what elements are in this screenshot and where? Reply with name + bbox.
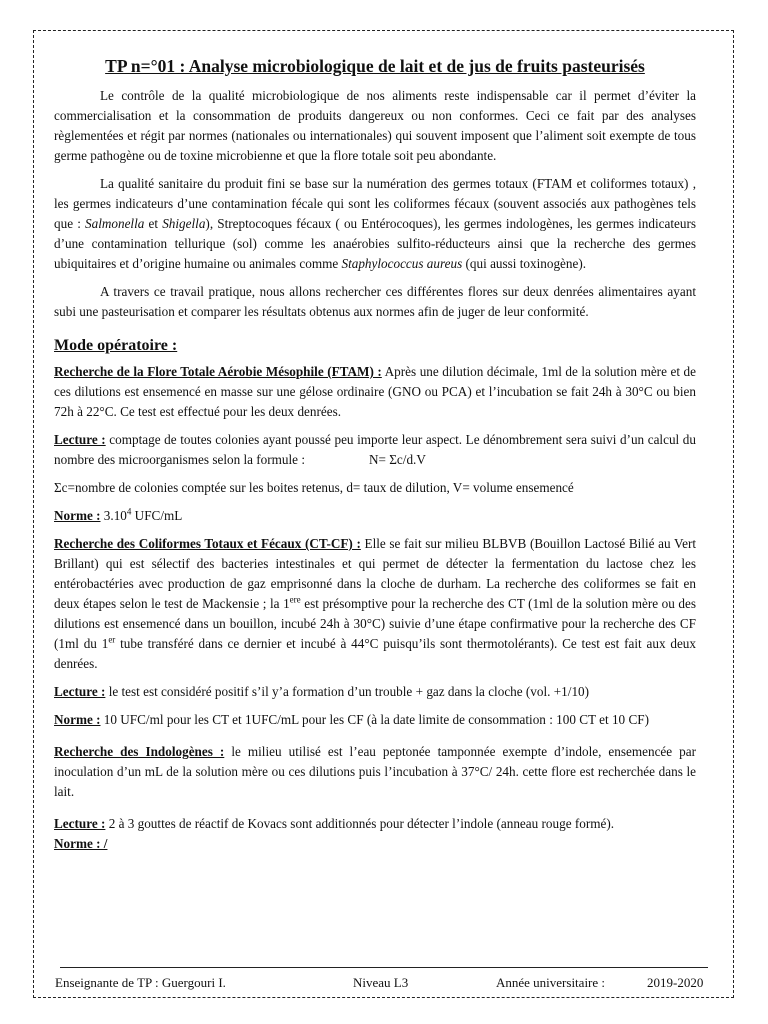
footer-level: Niveau L3: [353, 975, 409, 990]
ctcf-norme: [54, 710, 696, 730]
norme-text: /: [100, 836, 108, 851]
species-staphylococcus: Staphylococcus aureus: [341, 256, 463, 271]
ftam-definition: Ʃc=nombre de colonies comptée sur les boites retenus, d= taux de dilution, V= volume ensemencé: [54, 480, 574, 495]
text-run: et: [144, 216, 163, 231]
lecture-text: comptage de toutes colonies ayant poussé peu importe leur aspect. Le dénombrement sera suivi d’un calcul du nombre des microorganismes selon la formule :: [54, 432, 696, 467]
footer-year-label: Année universitaire :: [496, 975, 606, 990]
section-title-mode-operatoire: Mode opératoire :: [54, 337, 178, 354]
lecture-label: Lecture :: [54, 816, 106, 831]
intro-paragraph-3: A travers ce travail pratique, nous allons rechercher ces différentes flores sur deux denrées alimentaires ayant subi une pasteurisation et comparer les résultats obtenus aux normes afin de juger de leur conformité.: [54, 284, 696, 319]
text-run: tube transféré dans ce dernier et incubé à 44°C puisqu’ils sont thermotolérants). Ce test est fait aux deux denrées.: [54, 636, 696, 671]
footer-divider: [60, 967, 708, 968]
norme-unit: UFC/mL: [131, 508, 183, 523]
indol-paragraph: [54, 742, 696, 802]
ctcf-label: Recherche des Coliformes Totaux et Fécaux (CT-CF) :: [54, 536, 361, 551]
superscript: ere: [289, 594, 301, 605]
norme-exponent: 4: [126, 506, 132, 517]
lecture-text: le test est considéré positif s’il y’a formation d’un trouble + gaz dans la cloche (vol. +1/10): [105, 684, 590, 699]
text-run: La qualité sanitaire du produit fini se base sur la numération des germes totaux (FTAM et coliformes totaux) , les germes indicateurs d’une contamination fécale qui sont les coliformes fécaux (souvent associés aux pathogènes tels que :: [54, 176, 696, 231]
indol-lecture: [54, 814, 696, 834]
indol-norme: [54, 834, 696, 854]
text-run: est présomptive pour la recherche des CT (1ml de la solution mère ou des dilutions est ensemencé dans un bouillon, incubé 24h à 30°C) suivie d’une étape confirmative pour la recherche des CF (1ml du 1: [54, 596, 696, 651]
intro-paragraph-1: Le contrôle de la qualité microbiologique de nos aliments reste indispensable car il permet d’éviter la commercialisation et la consommation de produits dangereux ou non conformes. Ceci ce fait par des analyses règlementées et régit par normes (nationales ou internationales) qui souvent imposent que l’aliment soit exempte de tous germe pathogène ou de toxine microbienne et que la flore totale soit peu abondante.: [54, 88, 696, 163]
lecture-label: Lecture :: [54, 432, 106, 447]
text-run: ), Streptocoques fécaux ( ou Entérocoques), les germes indologènes, les germes indicateurs d’une contamination tellurique (sol) comme les anaérobies sulfito-réducteurs ainsi que la recherche des germes ubiquitaires et d’origine humaine ou animales comme: [54, 216, 696, 271]
norme-label: Norme :: [54, 508, 101, 523]
indol-text: le milieu utilisé est l’eau peptonée tamponnée exempte d’indole, ensemencée par inoculation d’un mL de la solution mère ou ces dilutions puis l’incubation à 37°C/ 24h. cette flore est recherchée dans le lait.: [54, 744, 696, 799]
species-salmonella: Salmonella: [85, 216, 145, 231]
intro-paragraph-2: [54, 174, 696, 274]
formula: N= Ʃc/d.V: [369, 452, 426, 467]
ftam-paragraph: [54, 362, 696, 422]
indol-label: Recherche des Indologènes :: [54, 744, 225, 759]
lecture-label: Lecture :: [54, 684, 106, 699]
ftam-label: Recherche de la Flore Totale Aérobie Mésophile (FTAM) :: [54, 364, 382, 379]
text-run: Elle se fait sur milieu BLBVB (Bouillon Lactosé Bilié au Vert Brillant) qui est sélectif des bacteries intestinales et qui permet de détecter la fermentation du lactose chez les entérobactéries avec production de gaz emprisonné dans la cloche de durham. La recherche des coliformes se fait en deux étapes selon le test de Mackensie ; la 1: [54, 536, 697, 611]
ctcf-paragraph: [54, 534, 696, 674]
text-run: (qui aussi toxinogène).: [462, 256, 587, 271]
page-title: TP n=°01 : Analyse microbiologique de lait et de jus de fruits pasteurisés: [105, 56, 645, 76]
norme-text: 10 UFC/ml pour les CT et 1UFC/mL pour les CF (à la date limite de consommation : 100 CT et 10 CF): [100, 712, 649, 727]
norme-label: Norme :: [54, 712, 101, 727]
lecture-text: 2 à 3 gouttes de réactif de Kovacs sont additionnés pour détecter l’indole (anneau rouge formé).: [105, 816, 615, 831]
norme-value: 3.10: [100, 508, 127, 523]
superscript: er: [108, 634, 116, 645]
norme-label: Norme :: [54, 836, 101, 851]
ctcf-lecture: [54, 682, 696, 702]
ftam-norme: [54, 506, 696, 526]
species-shigella: Shigella: [162, 216, 206, 231]
ftam-text: Après une dilution décimale, 1ml de la solution mère et de ces dilutions est ensemencé en masse sur une gélose ordinaire (GNO ou PCA) et l’incubation se fait 24h à 30°C ou bien 72h à 22°C. Ce test est effectué pour les deux denrées.: [54, 364, 697, 419]
document-body: [54, 54, 696, 862]
footer-year: 2019-2020: [647, 975, 704, 990]
footer-teacher: Enseignante de TP : Guergouri I.: [55, 975, 226, 990]
ftam-lecture: [54, 430, 696, 470]
